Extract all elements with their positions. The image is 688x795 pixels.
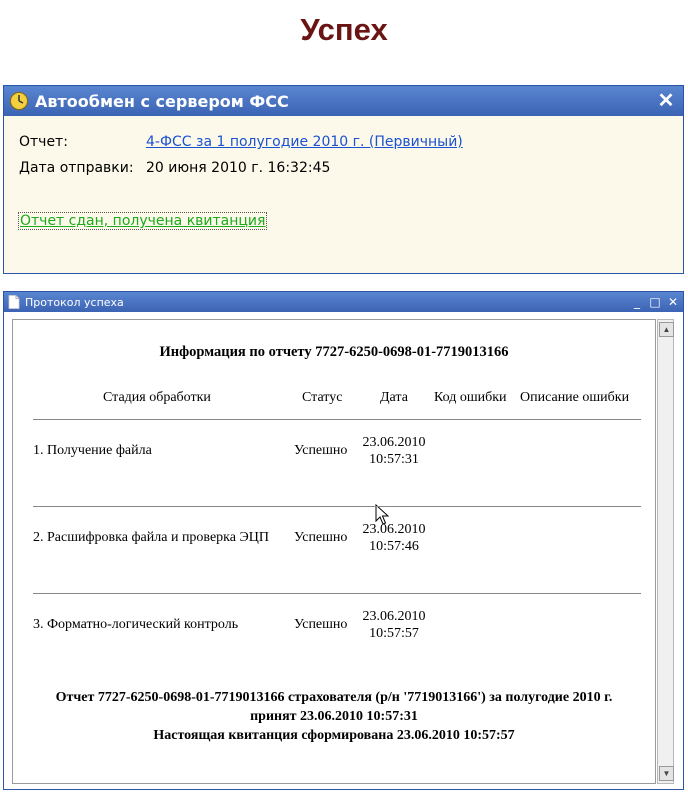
date-row xyxy=(19,160,330,176)
date-value: 23.06.2010 xyxy=(362,522,426,537)
date-value: 20 июня 2010 г. 16:32:45 xyxy=(146,160,331,176)
scroll-up-icon[interactable]: ▲ xyxy=(659,322,674,337)
protocol-document xyxy=(12,319,656,784)
exchange-window-title: Автообмен с сервером ФСС xyxy=(35,91,289,111)
report-label: Отчет: xyxy=(19,134,68,150)
date-value: 23.06.2010 xyxy=(362,609,426,624)
minimize-button[interactable]: _ xyxy=(634,295,640,309)
vertical-scrollbar[interactable] xyxy=(657,319,674,784)
scroll-down-icon[interactable]: ▼ xyxy=(659,766,674,781)
divider xyxy=(33,506,641,507)
close-button[interactable]: ✕ xyxy=(657,90,675,112)
document-title: Информация по отчету 7727-6250-0698-01-7719013166 xyxy=(159,344,509,360)
report-row xyxy=(19,134,463,150)
status-cell: Успешно xyxy=(294,617,348,632)
divider xyxy=(33,419,641,420)
exchange-window xyxy=(3,85,684,274)
time-value: 10:57:57 xyxy=(369,626,419,641)
stage-cell: 2. Расшифровка файла и проверка ЭЦП xyxy=(33,530,269,545)
time-value: 10:57:31 xyxy=(369,452,419,467)
footer-line: принят 23.06.2010 10:57:31 xyxy=(250,709,418,724)
status-cell: Успешно xyxy=(294,443,348,458)
page-heading: Успех xyxy=(300,12,388,47)
divider xyxy=(33,593,641,594)
protocol-window-titlebar[interactable] xyxy=(4,292,683,312)
date-cell xyxy=(354,608,434,642)
date-cell xyxy=(354,434,434,468)
stage-cell: 1. Получение файла xyxy=(33,443,152,458)
protocol-window xyxy=(3,291,684,790)
document-icon xyxy=(8,295,20,309)
date-label: Дата отправки: xyxy=(19,160,134,176)
clock-icon xyxy=(9,91,29,111)
time-value: 10:57:46 xyxy=(369,539,419,554)
exchange-window-titlebar[interactable] xyxy=(4,86,683,116)
column-header-error-description: Описание ошибки xyxy=(520,390,630,405)
column-header-error-code: Код ошибки xyxy=(434,390,507,405)
column-header-stage: Стадия обработки xyxy=(103,390,211,405)
date-cell xyxy=(354,521,434,555)
footer-line: Настоящая квитанция сформирована 23.06.2010 10:57:57 xyxy=(153,728,515,743)
status-link[interactable]: Отчет сдан, получена квитанция xyxy=(20,213,266,229)
close-button[interactable]: ✕ xyxy=(667,295,679,309)
report-link[interactable]: 4-ФСС за 1 полугодие 2010 г. (Первичный) xyxy=(146,134,463,150)
status-cell: Успешно xyxy=(294,530,348,545)
footer-line: Отчет 7727-6250-0698-01-7719013166 страхователя (р/н '7719013166') за полугодие 2010 г. xyxy=(55,690,613,705)
column-header-status: Статус xyxy=(302,390,343,405)
maximize-button[interactable]: □ xyxy=(649,295,661,309)
date-value: 23.06.2010 xyxy=(362,435,426,450)
stage-cell: 3. Форматно-логический контроль xyxy=(33,617,239,632)
column-header-date: Дата xyxy=(380,390,408,405)
protocol-window-title: Протокол успеха xyxy=(25,295,124,309)
